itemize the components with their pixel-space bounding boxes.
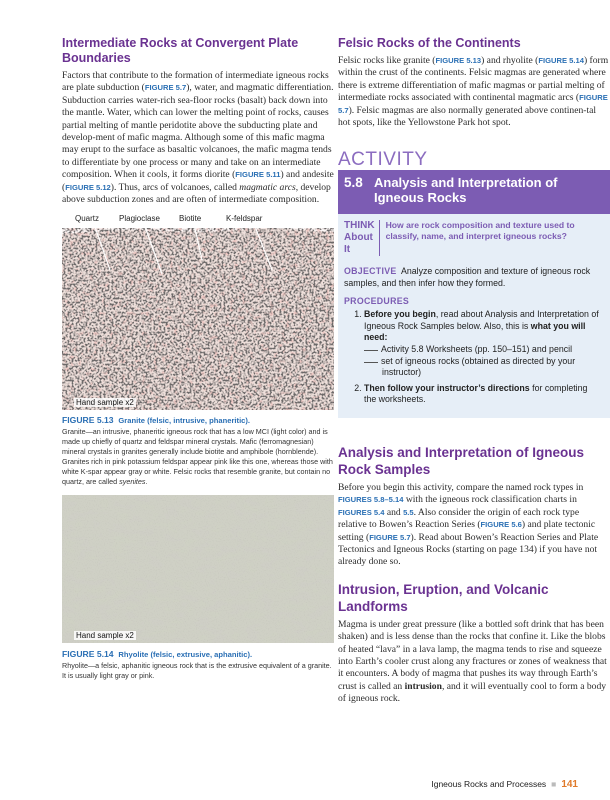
granite-image: [62, 212, 334, 410]
fig13-caption-text: Granite—an intrusive, phaneritic igneous rock that has a low MCI (light color) and is made up chiefly of quartz and feldspar mineral crystals. Mafic (ferromagnesian) mineral crystals in granites generally include biotite and amphibole (hornblende). Granites rich in pink potassium feldspar appear pink like this one, whereas those with white K-spar appear gray or white. Felsic rocks that resemble granite, but contain no quartz, are called syenites.: [62, 427, 333, 487]
think-about-it: [344, 220, 602, 256]
objective-text: Analyze composition and texture of igneous rock samples, and then infer how they formed.: [344, 266, 591, 289]
procedure-steps: [344, 309, 602, 406]
activity-number: 5.8: [344, 175, 363, 191]
right-column: [338, 36, 610, 706]
mineral-labels: [62, 212, 334, 226]
felsic-paragraph: Felsic rocks like granite (FIGURE 5.13) and rhyolite (FIGURE 5.14) form within the crust of the continents. Felsic magmas are generated where there is extreme differentiation of mafic magmas or partial melting of intermediate rocks associated with continental magmatic arcs (FIGURE 5.7). Felsic magmas are also normally generated above continen-tal hot spots, like the Yellowstone Park hot spot.: [338, 55, 609, 129]
label-biotite: Biotite: [179, 214, 202, 224]
rhyolite-photo: [62, 495, 334, 643]
fig13-number: FIGURE 5.13: [62, 415, 114, 426]
label-quartz: Quartz: [75, 214, 100, 224]
intermediate-heading: Intermediate Rocks at Convergent Plate Boundaries: [62, 36, 299, 65]
figure-reference: FIGURES 5.8–5.14: [338, 495, 404, 505]
left-column: [62, 36, 334, 681]
page-number: 141: [561, 779, 578, 790]
fig14-title: Rhyolite (felsic, extrusive, aphanitic).: [118, 650, 253, 660]
figure-reference: FIGURE 5.7: [369, 532, 411, 542]
figure-reference: FIGURE 5.13: [435, 56, 482, 65]
think-label: THINK About It: [344, 220, 380, 256]
activity-label: ACTIVITY: [338, 149, 428, 171]
figure-5-13-caption: [62, 415, 334, 487]
figure-reference: FIGURE 5.11: [235, 170, 281, 180]
need-item-rocks: set of igneous rocks (obtained as directed by your instructor): [364, 356, 602, 379]
rhyolite-image: [62, 495, 334, 643]
photo1-scale: Hand sample x2: [76, 398, 134, 408]
label-kfeldspar: K-feldspar: [226, 214, 263, 224]
procedure-step-1: 1. Before you begin, read about Analysis and Interpretation of Igneous Rock Samples below. Also, this is what you will need: Activity 5.8 Worksheets (pp. 150–151) and pencil set of igneous rocks (obtained as directed by your instructor): [364, 309, 602, 379]
checkbox-blank[interactable]: [364, 350, 378, 351]
intermediate-paragraph: Factors that contribute to the formation of intermediate igneous rocks are plate subduction (FIGURE 5.7), water, and magmatic differentiation. Subduction carries water-rich sea-floor rocks (basalt) back down into the mantle. Water, which can lower the melting point of rocks, causes partial melting of mantle peridotite above the subducting plate and develop-ment of mafic magma. Although some of this mafic magma may erupt to the surface as basaltic volcanoes, the mafic magma tends to differentiate by one process or many and take on an intermediate composition. When it cools, it forms diorite (FIGURE 5.11) and andesite (FIGURE 5.12). Thus, arcs of volcanoes, called magmatic arcs, develop above subduction zones and are often of intermediate composition.: [62, 70, 334, 206]
page-footer: Igneous Rocks and Processes ■ 141: [431, 779, 578, 790]
figure-reference: FIGURE 5.12: [65, 182, 111, 192]
analysis-paragraph: Before you begin this activity, compare the named rock types in FIGURES 5.8–5.14 with the igneous rock classification charts in FIGURES 5.4 and 5.5. Also consider the origin of each rock type relative to Bowen’s Reaction Series (FIGURE 5.6) and plate tectonic setting (FIGURE 5.7). Read about Bowen’s Reaction Series and Plate Tectonics and Igneous Rocks (starting on page 134) if you have not already done so.: [338, 481, 599, 568]
label-plagioclase: Plagioclase: [119, 214, 160, 224]
figure-reference: FIGURE 5.6: [480, 520, 522, 530]
figure-reference: FIGURES 5.4: [338, 507, 385, 517]
need-item-worksheets: Activity 5.8 Worksheets (pp. 150–151) and pencil: [364, 344, 602, 356]
activity-box: [338, 214, 610, 418]
think-question: How are rock composition and texture used to classify, name, and interpret igneous rocks?: [385, 220, 575, 242]
figure-5-14-caption: [62, 649, 334, 681]
procedures-label: PROCEDURES: [344, 295, 410, 306]
analysis-heading: Analysis and Interpretation of Igneous Rock Samples: [338, 444, 585, 477]
objective: [344, 266, 602, 289]
procedure-step-2: 2. Then follow your instructor’s directions for completing the worksheets.: [364, 383, 602, 406]
activity-title: Analysis and Interpretation of Igneous Rocks: [374, 175, 558, 206]
activity-title-bar: [338, 170, 610, 214]
fig14-caption-text: Rhyolite—a felsic, aphanitic igneous rock that is the extrusive equivalent of a granite. It is usually light gray or pink.: [62, 661, 332, 681]
figure-reference: FIGURE 5.14: [538, 56, 584, 65]
figure-reference: 5.5: [403, 507, 414, 517]
felsic-heading: Felsic Rocks of the Continents: [338, 36, 521, 50]
figure-reference: FIGURE 5.7: [144, 83, 187, 93]
intrusion-heading: Intrusion, Eruption, and Volcanic Landforms: [338, 581, 549, 614]
photo2-scale: Hand sample x2: [76, 631, 134, 641]
fig13-title: Granite (felsic, intrusive, phaneritic).: [118, 416, 251, 426]
activity-block: [338, 150, 610, 418]
intrusion-paragraph: Magma is under great pressure (like a bottled soft drink that has been shaken) and is less dense than the rocks that confine it. Like the blobs of heated “lava” in a lava lamp, the magma tends to rise and squeeze into Earth’s cooler crust along any fractures or zones of weakness that it encounters. A body of magma that pushes its way through Earth’s crust is called an intrusion, and it will eventually cool to form a body of igneous rock.: [338, 618, 607, 705]
figure-reference: FIGURE 5.7: [338, 93, 608, 115]
granite-photo: [62, 212, 334, 410]
objective-label: OBJECTIVE: [344, 266, 397, 277]
checkbox-blank[interactable]: [364, 362, 378, 363]
fig14-number: FIGURE 5.14: [62, 649, 114, 660]
footer-chapter: Igneous Rocks and Processes: [431, 779, 547, 789]
